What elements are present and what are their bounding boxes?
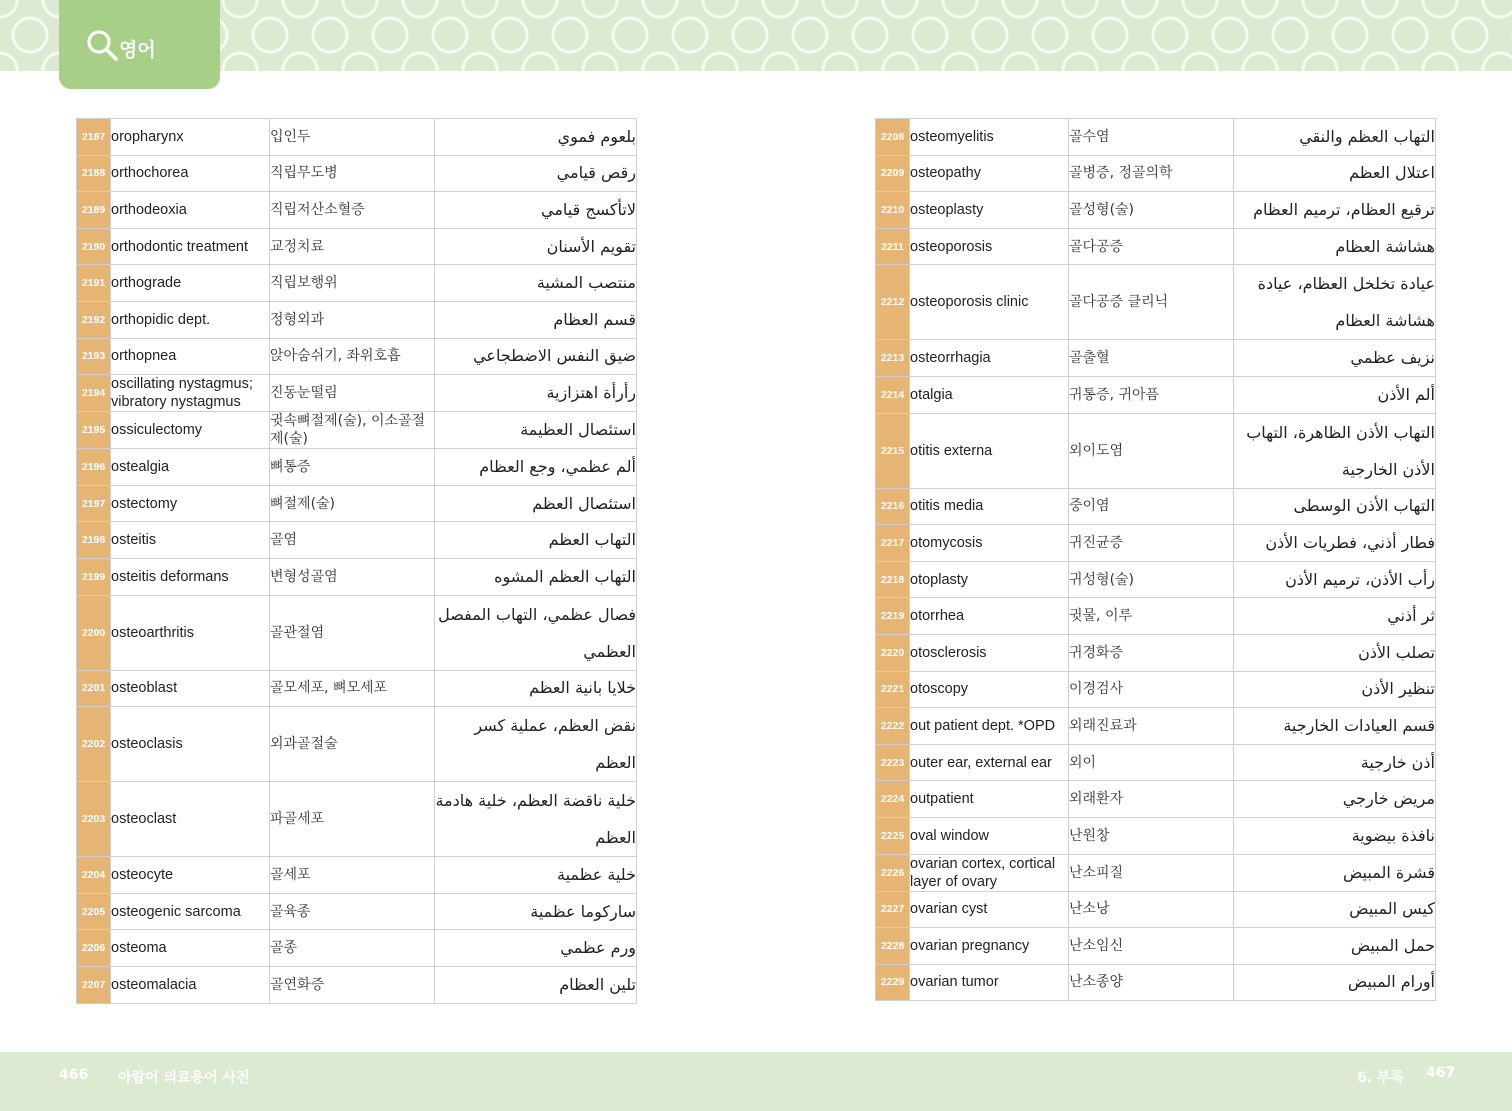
- korean-term: 골모세포, 뼈모세포: [270, 670, 435, 707]
- entry-number: 2195: [77, 412, 111, 449]
- english-term: ovarian pregnancy: [910, 928, 1069, 965]
- table-row: [77, 707, 637, 782]
- table-row: [876, 781, 1436, 818]
- korean-term: 골다공증 클리닉: [1069, 265, 1234, 340]
- table-row: [77, 857, 637, 894]
- section-name: 6. 부록: [1357, 1070, 1404, 1086]
- entry-number: 2192: [77, 301, 111, 338]
- korean-term: 골다공증: [1069, 228, 1234, 265]
- korean-term: 골관절염: [270, 595, 435, 670]
- arabic-term: قسم العظام: [435, 301, 637, 338]
- section-tab: [59, 0, 220, 89]
- korean-term: 진동눈떨림: [270, 375, 435, 412]
- entry-number: 2213: [876, 340, 910, 377]
- arabic-term: رأب الأذن، ترميم الأذن: [1234, 561, 1436, 598]
- korean-term: 골성형(술): [1069, 192, 1234, 229]
- arabic-term: خلايا بانية العظم: [435, 670, 637, 707]
- english-term: ossiculectomy: [111, 412, 270, 449]
- english-term: osteoporosis clinic: [910, 265, 1069, 340]
- table-row: [77, 522, 637, 559]
- english-term: osteitis deformans: [111, 558, 270, 595]
- korean-term: 앉아숨쉬기, 좌위호흡: [270, 338, 435, 375]
- english-term: osteitis: [111, 522, 270, 559]
- search-icon: [85, 28, 119, 62]
- entry-number: 2201: [77, 670, 111, 707]
- english-term: otitis media: [910, 488, 1069, 525]
- table-row: [77, 966, 637, 1003]
- left-page-number: 466: [59, 1067, 89, 1083]
- entry-number: 2209: [876, 155, 910, 192]
- korean-term: 난소종양: [1069, 964, 1234, 1001]
- korean-term: 골육종: [270, 893, 435, 930]
- arabic-term: ساركوما عظمية: [435, 893, 637, 930]
- arabic-term: نافذة بيضوية: [1234, 817, 1436, 854]
- korean-term: 골수염: [1069, 119, 1234, 156]
- table-row: [77, 301, 637, 338]
- arabic-term: حمل المبيض: [1234, 928, 1436, 965]
- english-term: otosclerosis: [910, 634, 1069, 671]
- english-term: otoplasty: [910, 561, 1069, 598]
- arabic-term: نقض العظم، عملية كسر العظم: [435, 707, 637, 782]
- korean-term: 뼈절제(술): [270, 485, 435, 522]
- arabic-term: التهاب الأذن الظاهرة، التهاب الأذن الخارجية: [1234, 413, 1436, 488]
- korean-term: 외래환자: [1069, 781, 1234, 818]
- english-term: out patient dept. *OPD: [910, 708, 1069, 745]
- table-row: [876, 488, 1436, 525]
- table-row: [876, 376, 1436, 413]
- arabic-term: تقويم الأسنان: [435, 228, 637, 265]
- entry-number: 2208: [876, 119, 910, 156]
- arabic-term: تصلب الأذن: [1234, 634, 1436, 671]
- entry-number: 2204: [77, 857, 111, 894]
- korean-term: 외이도염: [1069, 413, 1234, 488]
- table-row: [876, 854, 1436, 891]
- english-term: osteoclast: [111, 782, 270, 857]
- entry-number: 2196: [77, 449, 111, 486]
- arabic-term: فصال عظمي، التهاب المفصل العظمي: [435, 595, 637, 670]
- english-term: otomycosis: [910, 525, 1069, 562]
- entry-number: 2222: [876, 708, 910, 745]
- entry-number: 2194: [77, 375, 111, 412]
- english-term: orthograde: [111, 265, 270, 302]
- english-term: orthopidic dept.: [111, 301, 270, 338]
- english-term: ostealgia: [111, 449, 270, 486]
- korean-term: 변형성골염: [270, 558, 435, 595]
- entry-number: 2215: [876, 413, 910, 488]
- korean-term: 직립저산소혈증: [270, 192, 435, 229]
- korean-term: 귓속뼈절제(술), 이소골절제(술): [270, 412, 435, 449]
- table-row: [876, 928, 1436, 965]
- table-row: [876, 413, 1436, 488]
- arabic-term: نزيف عظمي: [1234, 340, 1436, 377]
- arabic-term: التهاب العظم: [435, 522, 637, 559]
- english-term: ostectomy: [111, 485, 270, 522]
- entry-number: 2200: [77, 595, 111, 670]
- arabic-term: ترقيع العظام، ترميم العظام: [1234, 192, 1436, 229]
- arabic-term: عيادة تخلخل العظام، عيادة هشاشة العظام: [1234, 265, 1436, 340]
- arabic-term: التهاب العظم المشوه: [435, 558, 637, 595]
- english-term: oropharynx: [111, 119, 270, 156]
- table-row: [876, 598, 1436, 635]
- korean-term: 난원창: [1069, 817, 1234, 854]
- entry-number: 2223: [876, 744, 910, 781]
- table-row: [876, 671, 1436, 708]
- english-term: otoscopy: [910, 671, 1069, 708]
- korean-term: 난소피질: [1069, 854, 1234, 891]
- table-row: [876, 891, 1436, 928]
- korean-term: 외래진료과: [1069, 708, 1234, 745]
- table-row: [77, 558, 637, 595]
- table-row: [876, 964, 1436, 1001]
- table-row: [876, 817, 1436, 854]
- table-row: [77, 595, 637, 670]
- entry-number: 2221: [876, 671, 910, 708]
- entry-number: 2210: [876, 192, 910, 229]
- korean-term: 난소낭: [1069, 891, 1234, 928]
- english-term: orthodontic treatment: [111, 228, 270, 265]
- entry-number: 2217: [876, 525, 910, 562]
- entry-number: 2193: [77, 338, 111, 375]
- korean-term: 골세포: [270, 857, 435, 894]
- english-term: osteoma: [111, 930, 270, 967]
- book-title: 아랍어 의료용어 사전: [118, 1070, 250, 1086]
- korean-term: 중이염: [1069, 488, 1234, 525]
- english-term: osteoarthritis: [111, 595, 270, 670]
- korean-term: 이경검사: [1069, 671, 1234, 708]
- entry-number: 2228: [876, 928, 910, 965]
- right-glossary-table: [875, 118, 1436, 1001]
- table-row: [77, 412, 637, 449]
- table-row: [77, 893, 637, 930]
- table-row: [876, 228, 1436, 265]
- arabic-term: تنظير الأذن: [1234, 671, 1436, 708]
- arabic-term: ثر أذني: [1234, 598, 1436, 635]
- entry-number: 2229: [876, 964, 910, 1001]
- korean-term: 정형외과: [270, 301, 435, 338]
- korean-term: 귓물, 이루: [1069, 598, 1234, 635]
- arabic-term: رقص قيامي: [435, 155, 637, 192]
- table-row: [77, 192, 637, 229]
- table-row: [77, 338, 637, 375]
- entry-number: 2191: [77, 265, 111, 302]
- korean-term: 뼈통증: [270, 449, 435, 486]
- english-term: osteocyte: [111, 857, 270, 894]
- table-row: [876, 340, 1436, 377]
- korean-term: 골출혈: [1069, 340, 1234, 377]
- entry-number: 2218: [876, 561, 910, 598]
- english-term: osteoplasty: [910, 192, 1069, 229]
- english-term: osteorrhagia: [910, 340, 1069, 377]
- table-row: [876, 265, 1436, 340]
- english-term: osteoblast: [111, 670, 270, 707]
- arabic-term: ألم عظمي، وجع العظام: [435, 449, 637, 486]
- entry-number: 2211: [876, 228, 910, 265]
- entry-number: 2189: [77, 192, 111, 229]
- table-row: [876, 525, 1436, 562]
- english-term: osteoporosis: [910, 228, 1069, 265]
- entry-number: 2205: [77, 893, 111, 930]
- table-row: [876, 155, 1436, 192]
- entry-number: 2202: [77, 707, 111, 782]
- arabic-term: كيس المبيض: [1234, 891, 1436, 928]
- korean-term: 귀성형(술): [1069, 561, 1234, 598]
- entry-number: 2224: [876, 781, 910, 818]
- arabic-term: ضيق النفس الاضطجاعي: [435, 338, 637, 375]
- table-row: [77, 782, 637, 857]
- arabic-term: أذن خارجية: [1234, 744, 1436, 781]
- right-page-number: 467: [1426, 1065, 1456, 1081]
- table-row: [876, 634, 1436, 671]
- english-term: orthopnea: [111, 338, 270, 375]
- table-row: [77, 119, 637, 156]
- korean-term: 외이: [1069, 744, 1234, 781]
- arabic-term: خلية ناقضة العظم، خلية هادمة العظم: [435, 782, 637, 857]
- section-tab-label: 영어: [119, 39, 156, 61]
- table-row: [876, 119, 1436, 156]
- entry-number: 2197: [77, 485, 111, 522]
- arabic-term: استئصال العظيمة: [435, 412, 637, 449]
- korean-term: 골병증, 정골의학: [1069, 155, 1234, 192]
- arabic-term: خلية عظمية: [435, 857, 637, 894]
- table-row: [876, 744, 1436, 781]
- arabic-term: بلعوم فموي: [435, 119, 637, 156]
- table-row: [876, 192, 1436, 229]
- arabic-term: أورام المبيض: [1234, 964, 1436, 1001]
- arabic-term: تلين العظام: [435, 966, 637, 1003]
- english-term: otitis externa: [910, 413, 1069, 488]
- korean-term: 골연화증: [270, 966, 435, 1003]
- english-term: osteogenic sarcoma: [111, 893, 270, 930]
- english-term: orthochorea: [111, 155, 270, 192]
- table-row: [77, 265, 637, 302]
- entry-number: 2203: [77, 782, 111, 857]
- english-term: ovarian cyst: [910, 891, 1069, 928]
- table-row: [876, 561, 1436, 598]
- entry-number: 2190: [77, 228, 111, 265]
- table-row: [77, 375, 637, 412]
- table-row: [876, 708, 1436, 745]
- korean-term: 골종: [270, 930, 435, 967]
- korean-term: 직립무도병: [270, 155, 435, 192]
- arabic-term: مريض خارجي: [1234, 781, 1436, 818]
- arabic-term: لاتأكسج قيامي: [435, 192, 637, 229]
- arabic-term: قشرة المبيض: [1234, 854, 1436, 891]
- arabic-term: ألم الأذن: [1234, 376, 1436, 413]
- korean-term: 골염: [270, 522, 435, 559]
- english-term: outer ear, external ear: [910, 744, 1069, 781]
- arabic-term: ورم عظمي: [435, 930, 637, 967]
- arabic-term: قسم العيادات الخارجية: [1234, 708, 1436, 745]
- english-term: outpatient: [910, 781, 1069, 818]
- arabic-term: هشاشة العظام: [1234, 228, 1436, 265]
- korean-term: 귀경화증: [1069, 634, 1234, 671]
- english-term: otalgia: [910, 376, 1069, 413]
- korean-term: 귀통증, 귀아픔: [1069, 376, 1234, 413]
- table-row: [77, 155, 637, 192]
- english-term: ovarian cortex, cortical layer of ovary: [910, 854, 1069, 891]
- entry-number: 2227: [876, 891, 910, 928]
- left-glossary-table: [76, 118, 637, 1004]
- arabic-term: منتصب المشية: [435, 265, 637, 302]
- entry-number: 2216: [876, 488, 910, 525]
- table-row: [77, 485, 637, 522]
- table-row: [77, 228, 637, 265]
- arabic-term: استئصال العظم: [435, 485, 637, 522]
- entry-number: 2214: [876, 376, 910, 413]
- arabic-term: رأرأة اهتزازية: [435, 375, 637, 412]
- page-footer: [0, 1052, 1512, 1111]
- korean-term: 직립보행위: [270, 265, 435, 302]
- entry-number: 2220: [876, 634, 910, 671]
- arabic-term: التهاب الأذن الوسطى: [1234, 488, 1436, 525]
- table-row: [77, 930, 637, 967]
- arabic-term: التهاب العظم والنقي: [1234, 119, 1436, 156]
- entry-number: 2187: [77, 119, 111, 156]
- english-term: osteoclasis: [111, 707, 270, 782]
- table-row: [77, 449, 637, 486]
- arabic-term: فطار أذني، فطريات الأذن: [1234, 525, 1436, 562]
- english-term: otorrhea: [910, 598, 1069, 635]
- entry-number: 2188: [77, 155, 111, 192]
- arabic-term: اعتلال العظم: [1234, 155, 1436, 192]
- english-term: ovarian tumor: [910, 964, 1069, 1001]
- korean-term: 난소임신: [1069, 928, 1234, 965]
- korean-term: 입인두: [270, 119, 435, 156]
- entry-number: 2206: [77, 930, 111, 967]
- english-term: orthodeoxia: [111, 192, 270, 229]
- korean-term: 교정치료: [270, 228, 435, 265]
- entry-number: 2212: [876, 265, 910, 340]
- korean-term: 외과골절술: [270, 707, 435, 782]
- entry-number: 2226: [876, 854, 910, 891]
- english-term: osteomyelitis: [910, 119, 1069, 156]
- english-term: osteopathy: [910, 155, 1069, 192]
- entry-number: 2219: [876, 598, 910, 635]
- korean-term: 파골세포: [270, 782, 435, 857]
- decorative-pattern-band: [0, 0, 1512, 71]
- english-term: oscillating nystagmus; vibratory nystagmus: [111, 375, 270, 412]
- table-row: [77, 670, 637, 707]
- english-term: osteomalacia: [111, 966, 270, 1003]
- english-term: oval window: [910, 817, 1069, 854]
- entry-number: 2199: [77, 558, 111, 595]
- entry-number: 2225: [876, 817, 910, 854]
- entry-number: 2207: [77, 966, 111, 1003]
- entry-number: 2198: [77, 522, 111, 559]
- korean-term: 귀진균증: [1069, 525, 1234, 562]
